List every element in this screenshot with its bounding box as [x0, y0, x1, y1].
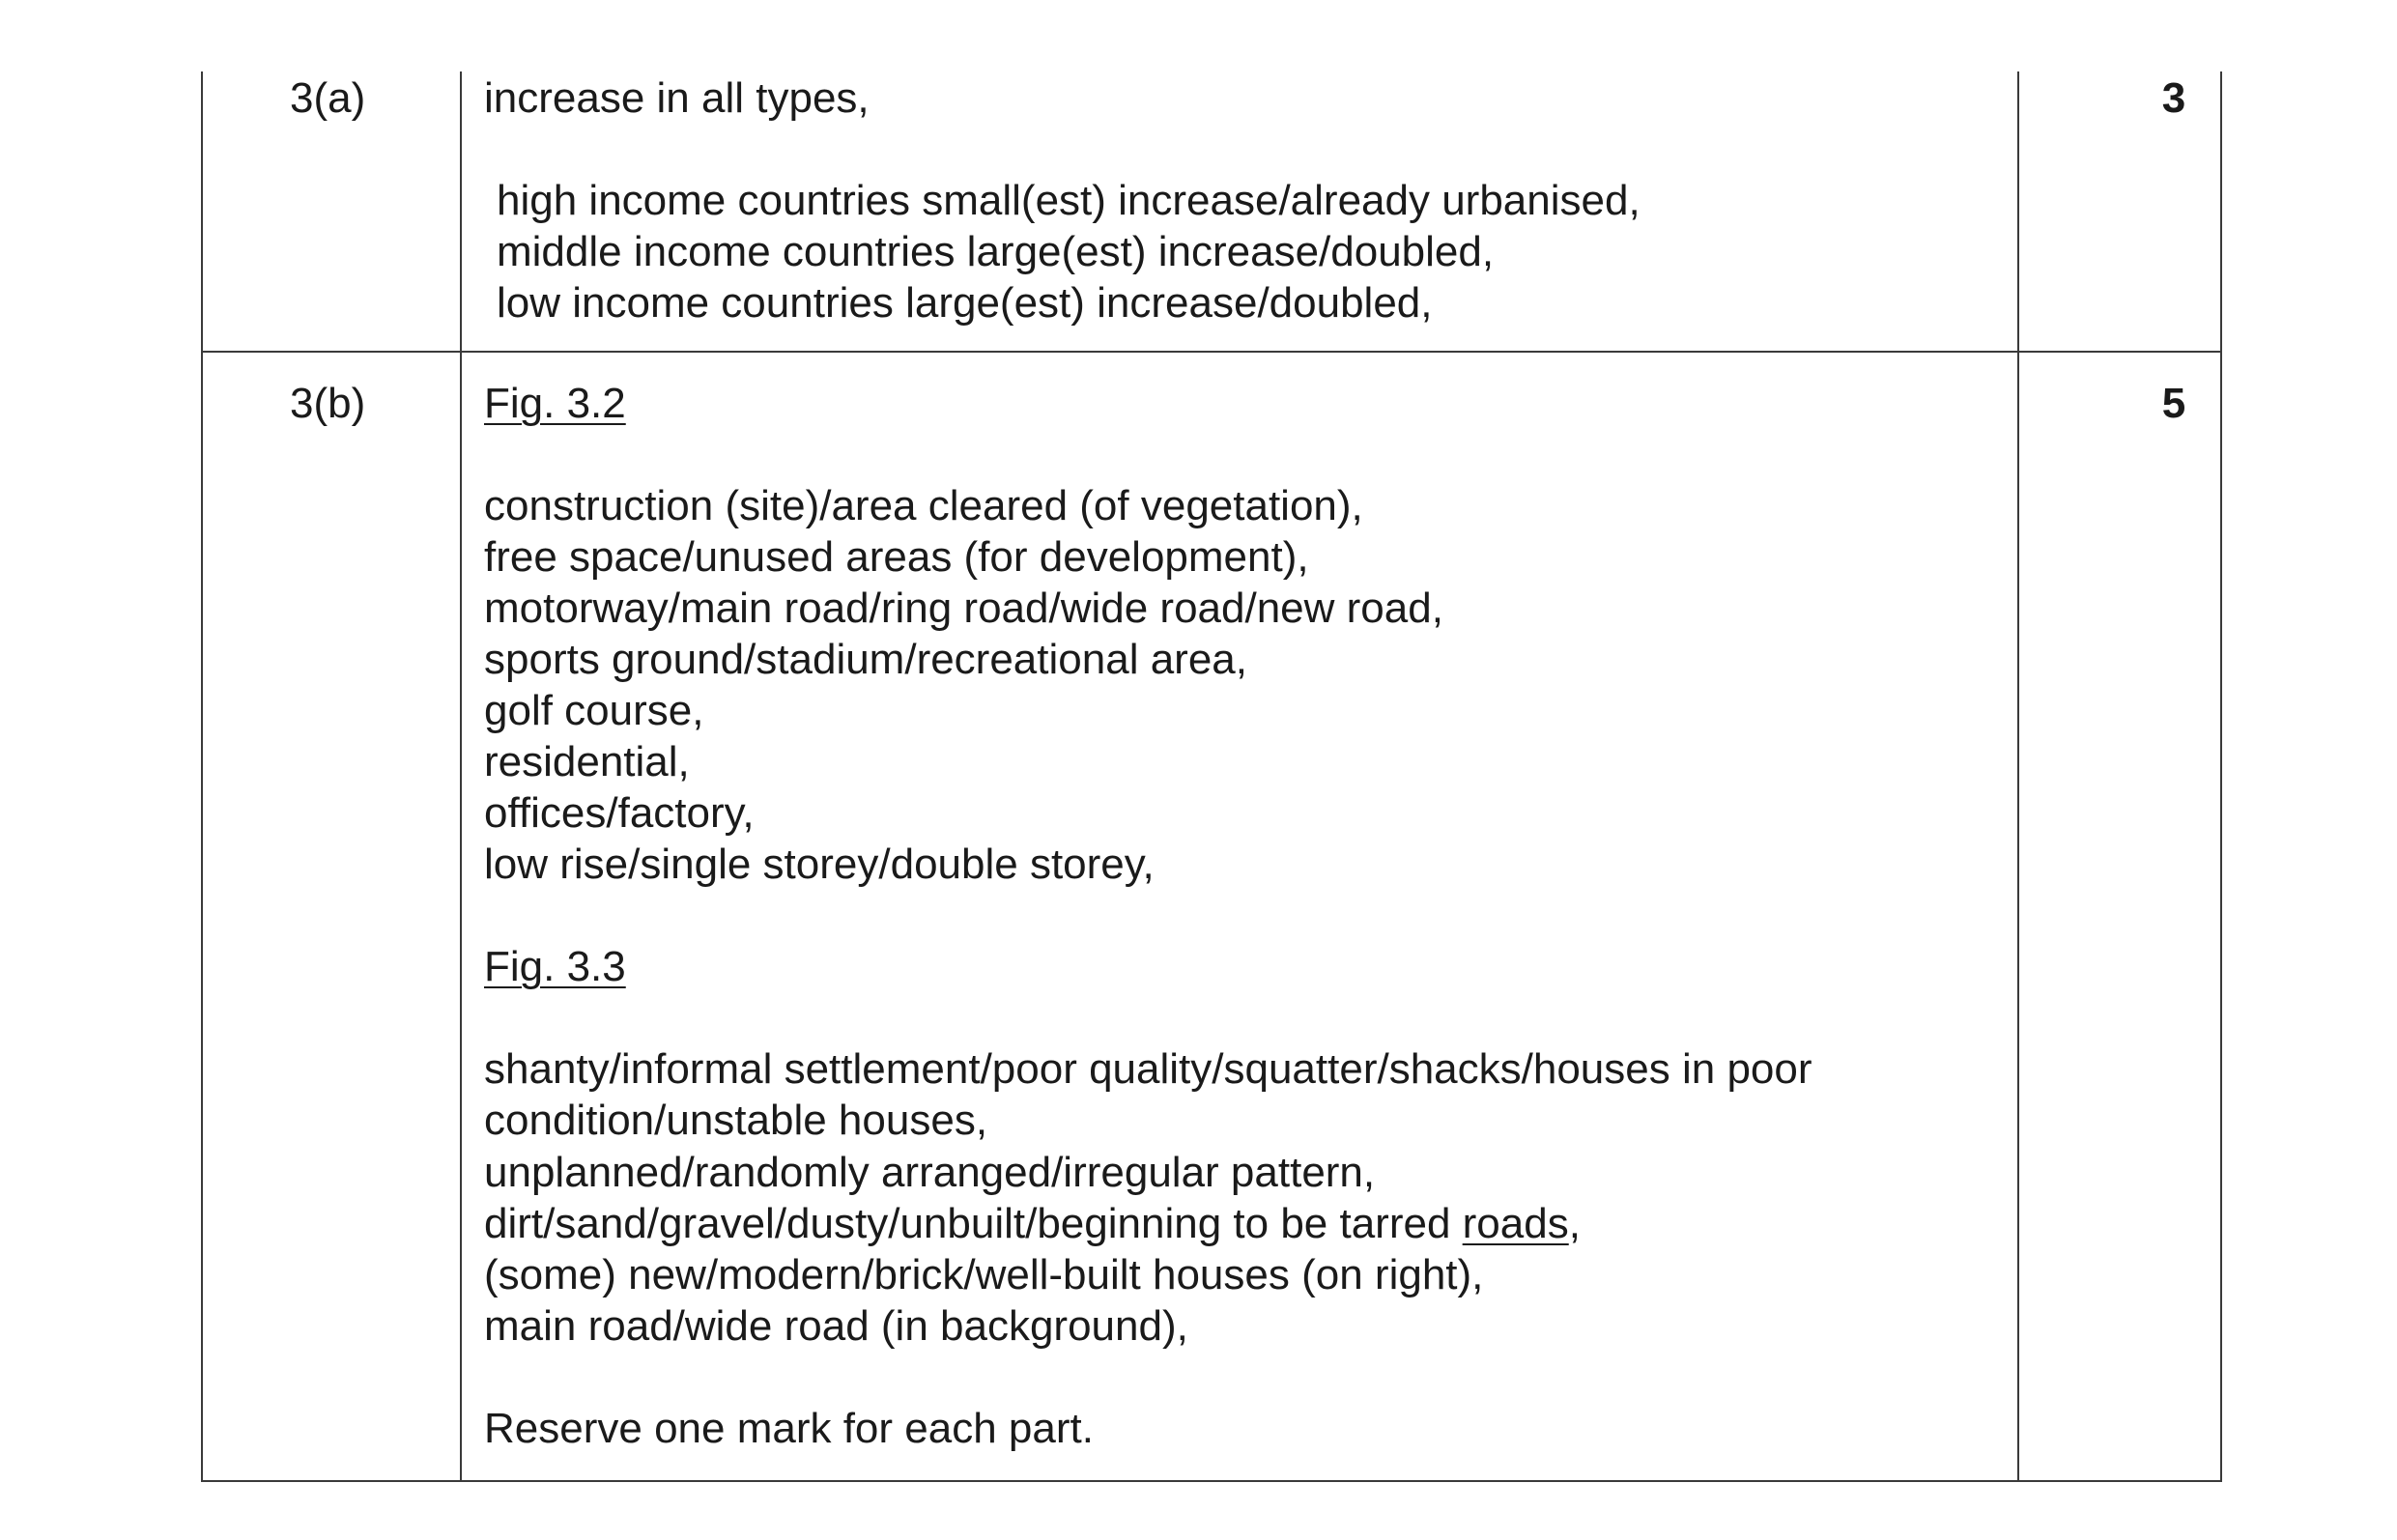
answer-line: high income countries small(est) increase/already urbanised,	[497, 177, 1641, 224]
answer-line: sports ground/stadium/recreational area,	[484, 636, 1247, 683]
answer-line: shanty/informal settlement/poor quality/squatter/shacks/houses in poor	[484, 1045, 1812, 1093]
mark-value: 5	[2161, 380, 2186, 427]
answer-line: motorway/main road/ring road/wide road/new road,	[484, 585, 1443, 632]
table-col-divider-1	[460, 71, 462, 1482]
answer-line: offices/factory,	[484, 789, 755, 837]
question-number: 3(a)	[290, 74, 366, 122]
figure-heading: Fig. 3.2	[484, 380, 626, 427]
row-divider	[201, 351, 2222, 353]
table-col-divider-2	[2017, 71, 2019, 1482]
answer-line: free space/unused areas (for development),	[484, 533, 1309, 581]
answer-line: middle income countries large(est) increase/doubled,	[497, 228, 1495, 275]
answer-line-suffix: ,	[1568, 1200, 1581, 1247]
answer-line: golf course,	[484, 687, 704, 734]
question-number: 3(b)	[290, 380, 366, 427]
figure-heading: Fig. 3.3	[484, 943, 626, 990]
answer-line: increase in all types,	[484, 74, 870, 122]
table-right-border	[2220, 71, 2222, 1482]
answer-line: low rise/single storey/double storey,	[484, 841, 1155, 888]
answer-line: unplanned/randomly arranged/irregular pattern,	[484, 1149, 1376, 1196]
answer-line: residential,	[484, 738, 690, 785]
answer-line: (some) new/modern/brick/well-built houses (on right),	[484, 1251, 1484, 1298]
answer-line-text: dirt/sand/gravel/dusty/unbuilt/beginning to be tarred	[484, 1200, 1463, 1247]
answer-line: condition/unstable houses,	[484, 1097, 988, 1144]
table-bottom-border	[201, 1480, 2222, 1482]
underlined-word: roads	[1462, 1200, 1569, 1247]
reserve-note: Reserve one mark for each part.	[484, 1405, 1094, 1452]
answer-line: low income countries large(est) increase/doubled,	[497, 279, 1433, 327]
answer-line	[484, 1199, 1581, 1249]
answer-line: construction (site)/area cleared (of vegetation),	[484, 482, 1363, 529]
answer-line: main road/wide road (in background),	[484, 1302, 1188, 1350]
table-left-border	[201, 71, 203, 1482]
mark-value: 3	[2161, 74, 2186, 122]
